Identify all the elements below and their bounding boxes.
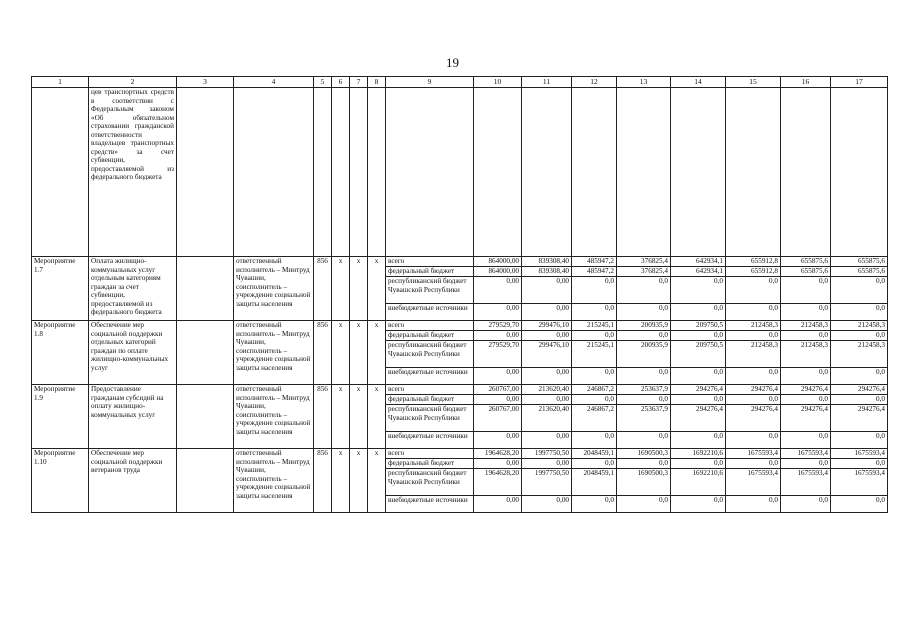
funding-value: 0,0 (831, 459, 888, 469)
funding-value: 209750,5 (671, 341, 726, 368)
cell-empty (350, 88, 368, 257)
column-number-13: 13 (617, 77, 671, 88)
cell-empty (368, 88, 386, 257)
funding-source: внебюджетные источники (386, 304, 474, 321)
funding-value: 294276,4 (781, 405, 831, 432)
funding-value: 0,00 (522, 496, 572, 513)
funding-source: федеральный бюджет (386, 267, 474, 277)
funding-value: 0,0 (617, 459, 671, 469)
funding-value: 655875,6 (831, 257, 888, 267)
funding-value: 0,00 (522, 277, 572, 304)
page-number: 19 (446, 55, 459, 70)
funding-source: всего (386, 321, 474, 331)
funding-value: 1997750,50 (522, 469, 572, 496)
funding-value: 215245,1 (572, 341, 617, 368)
column-number-6: 6 (332, 77, 350, 88)
measure-x: х (332, 321, 350, 385)
cell-empty (522, 88, 572, 257)
continuation-row (32, 88, 888, 257)
column-number-row (32, 77, 888, 88)
funding-value: 0,0 (671, 277, 726, 304)
cell-empty (177, 257, 234, 321)
column-number-16: 16 (781, 77, 831, 88)
funding-value: 294276,4 (781, 385, 831, 395)
funding-value: 294276,4 (726, 405, 781, 432)
funding-value: 0,0 (831, 331, 888, 341)
funding-source: республиканский бюджет Чувашской Республики (386, 277, 474, 304)
funding-value: 0,0 (781, 331, 831, 341)
measure-x: х (350, 449, 368, 513)
funding-value: 212458,3 (781, 321, 831, 331)
funding-value: 0,00 (522, 432, 572, 449)
funding-value: 0,00 (474, 368, 522, 385)
measure-x: х (368, 385, 386, 449)
funding-value: 0,00 (522, 331, 572, 341)
funding-value: 655875,6 (831, 267, 888, 277)
funding-value: 0,00 (474, 432, 522, 449)
funding-value: 0,0 (617, 277, 671, 304)
measure-id: Мероприятие 1.8 (32, 321, 89, 385)
funding-value: 0,00 (474, 277, 522, 304)
funding-value: 0,0 (671, 496, 726, 513)
funding-value: 0,0 (572, 496, 617, 513)
funding-value: 0,0 (617, 331, 671, 341)
cell-empty (177, 385, 234, 449)
funding-value: 200935,9 (617, 321, 671, 331)
funding-value: 0,00 (474, 331, 522, 341)
measure-name: Оплата жилищно-коммунальных услуг отдельным категориям граждан за счет субвенции, предоставляемой из федерального бюджета (89, 257, 177, 321)
funding-value: 0,00 (522, 304, 572, 321)
funding-value: 655912,8 (726, 257, 781, 267)
funding-value: 212458,3 (781, 341, 831, 368)
funding-value: 1964628,20 (474, 469, 522, 496)
column-number-9: 9 (386, 77, 474, 88)
measure-row (32, 321, 888, 331)
measure-x: х (368, 257, 386, 321)
measure-id: Мероприятие 1.7 (32, 257, 89, 321)
cell-empty (831, 88, 888, 257)
funding-value: 294276,4 (726, 385, 781, 395)
measure-row (32, 385, 888, 395)
funding-source: республиканский бюджет Чувашской Республики (386, 469, 474, 496)
column-number-7: 7 (350, 77, 368, 88)
cell-empty (177, 449, 234, 513)
funding-value: 0,0 (572, 395, 617, 405)
funding-value: 0,00 (474, 459, 522, 469)
funding-value: 0,0 (617, 432, 671, 449)
funding-value: 0,0 (831, 304, 888, 321)
measure-row (32, 449, 888, 459)
funding-value: 1675593,4 (831, 469, 888, 496)
funding-value: 215245,1 (572, 321, 617, 331)
measure-x: х (350, 385, 368, 449)
funding-source: всего (386, 385, 474, 395)
funding-value: 0,0 (671, 395, 726, 405)
funding-value: 260767,00 (474, 385, 522, 395)
funding-value: 864000,00 (474, 257, 522, 267)
funding-value: 0,0 (572, 277, 617, 304)
funding-value: 1675593,4 (726, 449, 781, 459)
column-number-2: 2 (89, 77, 177, 88)
continuation-text: цев транспортных средств в соответствии с Федеральным законом «Об обязательном страховании гражданской ответственности владельцев транспортных средств» за счет субвенции, предоставляемой из федерального бюджета (89, 88, 177, 257)
funding-value: 1675593,4 (831, 449, 888, 459)
funding-value: 0,0 (726, 496, 781, 513)
measure-x: х (332, 449, 350, 513)
funding-value: 0,00 (474, 496, 522, 513)
funding-value: 0,00 (474, 304, 522, 321)
funding-value: 0,0 (726, 432, 781, 449)
funding-value: 642934,1 (671, 267, 726, 277)
cell-empty (474, 88, 522, 257)
measure-executor: ответственный исполнитель – Минтруд Чувашии, соисполнитель – учреждение социальной защиты населения (234, 449, 314, 513)
cell-empty (671, 88, 726, 257)
funding-value: 376825,4 (617, 267, 671, 277)
funding-value: 1692210,6 (671, 449, 726, 459)
funding-value: 0,00 (522, 459, 572, 469)
funding-value: 260767,00 (474, 405, 522, 432)
funding-value: 0,0 (831, 368, 888, 385)
measure-x: х (368, 449, 386, 513)
funding-value: 376825,4 (617, 257, 671, 267)
funding-value: 1675593,4 (726, 469, 781, 496)
measure-id: Мероприятие 1.9 (32, 385, 89, 449)
funding-value: 0,0 (831, 395, 888, 405)
funding-value: 246867,2 (572, 405, 617, 432)
column-number-1: 1 (32, 77, 89, 88)
funding-value: 0,00 (522, 368, 572, 385)
funding-value: 655875,6 (781, 267, 831, 277)
funding-value: 0,0 (572, 368, 617, 385)
funding-value: 253637,9 (617, 385, 671, 395)
funding-value: 0,0 (781, 395, 831, 405)
column-number-8: 8 (368, 77, 386, 88)
funding-value: 279529,70 (474, 321, 522, 331)
measure-x: х (350, 321, 368, 385)
funding-value: 246867,2 (572, 385, 617, 395)
funding-source: внебюджетные источники (386, 432, 474, 449)
funding-value: 0,0 (781, 304, 831, 321)
measure-x: х (350, 257, 368, 321)
funding-value: 294276,4 (671, 385, 726, 395)
cell-empty (332, 88, 350, 257)
funding-value: 0,0 (781, 432, 831, 449)
cell-empty (617, 88, 671, 257)
funding-value: 0,0 (671, 368, 726, 385)
funding-source: федеральный бюджет (386, 331, 474, 341)
funding-value: 0,0 (671, 331, 726, 341)
cell-empty (572, 88, 617, 257)
cell-empty (781, 88, 831, 257)
measure-x: х (332, 257, 350, 321)
measure-name: Предоставление гражданам субсидий на оплату жилищно-коммунальных услуг (89, 385, 177, 449)
funding-value: 294276,4 (671, 405, 726, 432)
funding-value: 0,0 (781, 277, 831, 304)
funding-value: 0,0 (726, 459, 781, 469)
funding-value: 1964628,20 (474, 449, 522, 459)
funding-value: 253637,9 (617, 405, 671, 432)
funding-value: 864000,00 (474, 267, 522, 277)
funding-value: 2048459,1 (572, 469, 617, 496)
column-number-4: 4 (234, 77, 314, 88)
column-number-14: 14 (671, 77, 726, 88)
funding-value: 0,0 (671, 459, 726, 469)
funding-value: 209750,5 (671, 321, 726, 331)
funding-value: 0,0 (617, 395, 671, 405)
funding-value: 0,0 (726, 368, 781, 385)
funding-value: 212458,3 (831, 341, 888, 368)
measure-executor: ответственный исполнитель – Минтруд Чувашии, соисполнитель – учреждение социальной защиты населения (234, 257, 314, 321)
funding-value: 0,0 (726, 304, 781, 321)
funding-value: 0,0 (572, 459, 617, 469)
funding-value: 1997750,50 (522, 449, 572, 459)
funding-value: 0,0 (781, 368, 831, 385)
funding-value: 1675593,4 (781, 449, 831, 459)
budget-table (31, 76, 888, 513)
funding-value: 642934,1 (671, 257, 726, 267)
funding-value: 0,0 (726, 395, 781, 405)
funding-value: 0,0 (671, 304, 726, 321)
measure-id: Мероприятие 1.10 (32, 449, 89, 513)
funding-source: всего (386, 449, 474, 459)
funding-value: 1675593,4 (781, 469, 831, 496)
funding-source: федеральный бюджет (386, 395, 474, 405)
cell-empty (177, 88, 234, 257)
funding-value: 0,0 (726, 277, 781, 304)
cell-empty (726, 88, 781, 257)
funding-value: 0,0 (671, 432, 726, 449)
funding-value: 0,0 (726, 331, 781, 341)
measure-x: х (368, 321, 386, 385)
funding-value: 0,0 (572, 331, 617, 341)
funding-value: 0,00 (522, 395, 572, 405)
funding-value: 0,0 (617, 368, 671, 385)
funding-value: 0,0 (617, 304, 671, 321)
funding-source: внебюджетные источники (386, 496, 474, 513)
cell-empty (177, 321, 234, 385)
funding-value: 212458,3 (831, 321, 888, 331)
funding-source: всего (386, 257, 474, 267)
funding-value: 839308,40 (522, 267, 572, 277)
funding-value: 0,0 (572, 432, 617, 449)
funding-value: 839308,40 (522, 257, 572, 267)
funding-value: 294276,4 (831, 405, 888, 432)
funding-source: внебюджетные источники (386, 368, 474, 385)
measure-code: 856 (314, 257, 332, 321)
funding-value: 0,0 (781, 459, 831, 469)
funding-value: 200935,9 (617, 341, 671, 368)
funding-value: 2048459,1 (572, 449, 617, 459)
funding-value: 485947,2 (572, 257, 617, 267)
funding-value: 485947,2 (572, 267, 617, 277)
funding-value: 0,0 (831, 496, 888, 513)
funding-value: 0,0 (781, 496, 831, 513)
funding-value: 655912,8 (726, 267, 781, 277)
column-number-15: 15 (726, 77, 781, 88)
funding-value: 299476,10 (522, 321, 572, 331)
column-number-5: 5 (314, 77, 332, 88)
measure-name: Обеспечение мер социальной поддержки ветеранов труда (89, 449, 177, 513)
cell-empty (32, 88, 89, 257)
funding-source: республиканский бюджет Чувашской Республики (386, 341, 474, 368)
funding-value: 0,00 (474, 395, 522, 405)
cell-empty (314, 88, 332, 257)
funding-value: 299476,10 (522, 341, 572, 368)
funding-value: 213620,40 (522, 405, 572, 432)
column-number-10: 10 (474, 77, 522, 88)
funding-value: 1692210,6 (671, 469, 726, 496)
column-number-11: 11 (522, 77, 572, 88)
measure-code: 856 (314, 449, 332, 513)
funding-value: 0,0 (831, 432, 888, 449)
funding-value: 0,0 (831, 277, 888, 304)
column-number-3: 3 (177, 77, 234, 88)
funding-source: федеральный бюджет (386, 459, 474, 469)
funding-value: 212458,3 (726, 341, 781, 368)
column-number-12: 12 (572, 77, 617, 88)
measure-executor: ответственный исполнитель – Минтруд Чувашии, соисполнитель – учреждение социальной защиты населения (234, 321, 314, 385)
table-body (32, 77, 888, 513)
cell-empty (234, 88, 314, 257)
measure-x: х (332, 385, 350, 449)
cell-empty (386, 88, 474, 257)
funding-value: 294276,4 (831, 385, 888, 395)
funding-value: 1690500,3 (617, 469, 671, 496)
measure-executor: ответственный исполнитель – Минтруд Чувашии, соисполнитель – учреждение социальной защиты населения (234, 385, 314, 449)
funding-value: 655875,6 (781, 257, 831, 267)
funding-value: 212458,3 (726, 321, 781, 331)
measure-code: 856 (314, 321, 332, 385)
funding-value: 1690500,3 (617, 449, 671, 459)
funding-value: 279529,70 (474, 341, 522, 368)
measure-row (32, 257, 888, 267)
funding-value: 213620,40 (522, 385, 572, 395)
column-number-17: 17 (831, 77, 888, 88)
measure-code: 856 (314, 385, 332, 449)
funding-value: 0,0 (572, 304, 617, 321)
measure-name: Обеспечение мер социальной поддержки отдельных категорий граждан по оплате жилищно-коммунальных услуг (89, 321, 177, 385)
funding-value: 0,0 (617, 496, 671, 513)
funding-source: республиканский бюджет Чувашской Республики (386, 405, 474, 432)
